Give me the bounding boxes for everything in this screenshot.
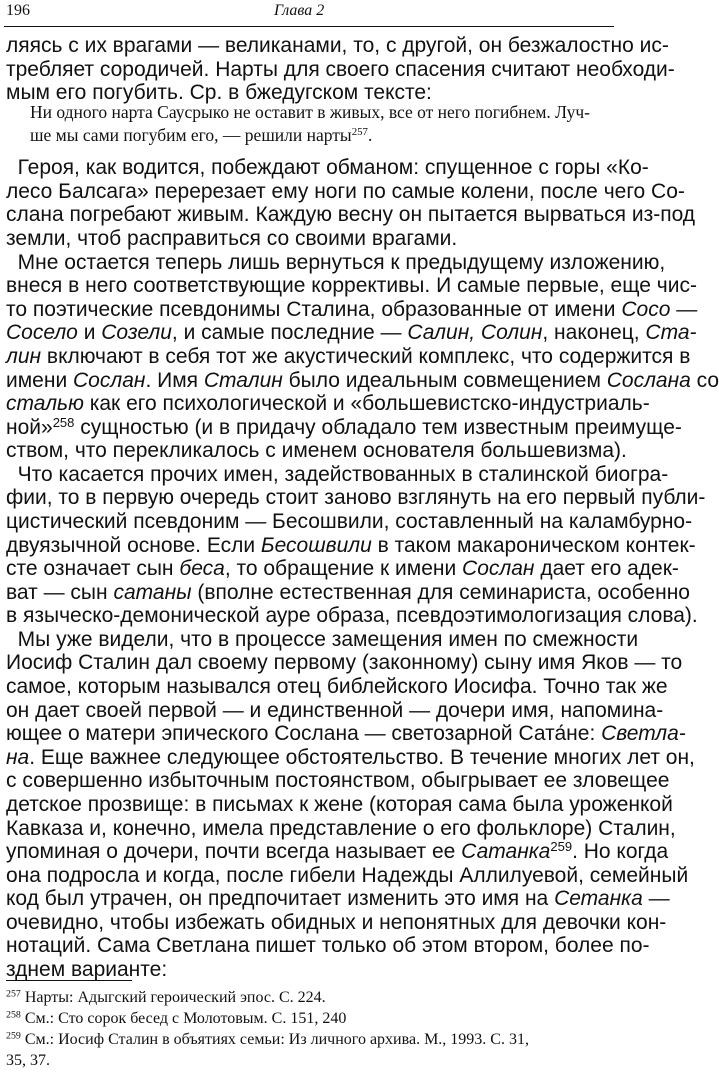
text-line: упоминая о дочери, почти всегда называет ее Сатанка$^{259}$. Но когда [6, 838, 669, 863]
text-line: в язычеcко-демонической ауре образа, псевдоэтимологизация слова). [6, 604, 698, 627]
text-line: детское прозвище: в письмах к жене (которая сама была уроженкой [6, 793, 673, 816]
text-line: цистический псевдоним — Бесошвили, составленный на каламбурно- [6, 510, 693, 533]
footnote-line: $^{257}$ Нарты: Адыгский героический эпос. С. 224. [6, 988, 326, 1006]
text-line: Героя, как водится, побеждают обманом: спущенное с горы «Ко- [6, 156, 649, 179]
text-line: ной»$^{258}$ сущностью (и в придачу обладало тем известным преимуще- [6, 414, 682, 439]
text-line: Мне остается теперь лишь вернуться к предыдущему изложению, [6, 251, 666, 274]
text-line: ством, что перекликалось с именем основателя большевизма). [6, 439, 627, 462]
text-line: имени Сослан. Имя Сталин было идеальным совмещением Сослана со [6, 369, 719, 392]
text-line: очевидно, чтобы избежать обидных и непонятных для девочки кон- [6, 911, 667, 934]
text-line: сталью как его психологической и «большевистско-индустриаль- [6, 392, 650, 415]
text-line: он дает своей первой — и единственной — дочери имя, напомина- [6, 699, 664, 722]
text-line: внеся в него соответствующие коррективы. И самые первые, еще чис- [6, 274, 697, 297]
text-line: код был утрачен, он предпочитает изменить это имя на Сетанка — [6, 887, 670, 910]
text-line: слана погребают живым. Каждую весну он пытается вырваться из-под [6, 203, 696, 226]
quote-line: Ни одного нарта Саусрыко не оставит в живых, все от него погибнем. Луч- [30, 102, 590, 122]
text-line: лин включают в себя тот же акустический комплекс, что содержится в [6, 345, 691, 368]
text-line: фии, то в первую очередь стоит заново взглянуть на его первый публи- [6, 486, 706, 509]
footnote-line: 35, 37. [6, 1052, 50, 1069]
text-line: она подросла и когда, после гибели Надежды Аллилуевой, семейный [6, 864, 689, 887]
text-line: Сосело и Созели, и самые последние — Салин, Солин, наконец, Ста- [6, 321, 697, 344]
quote-line: ше мы сами погубим его, — решили нарты$^{257}$. [30, 125, 373, 145]
text-line: с совершенно избыточным постоянством, обыгрывает ее зловещее [6, 769, 670, 792]
text-line: самое, которым назывался отец библейского Иосифа. Точно так же [6, 675, 668, 698]
text-line: зднем варианте: [6, 958, 168, 981]
text-line: Иосиф Сталин дал своему первому (законному) сыну имя Яков — то [6, 651, 683, 674]
text-line: лесо Балсага» перерезает ему ноги по самые колени, после чего Со- [6, 180, 685, 203]
running-header [4, 0, 614, 27]
text-line: мым его погубить. Ср. в бжедугском тексте: [6, 81, 432, 104]
text-line: сте означает сын беса, то обращение к имени Сослан дает его адек- [6, 557, 679, 580]
text-line: ющее о матери эпического Сослана — светозарной Сата́не: Светла- [6, 722, 686, 745]
page-number: 196 [6, 2, 30, 19]
text-line: ляясь с их врагами — великанами, то, с другой, он безжалостно ис- [6, 34, 669, 57]
text-line: земли, чтоб расправиться со своими врагами. [6, 227, 458, 250]
text-line: на. Еще важнее следующее обстоятельство. В течение многих лет он, [6, 746, 695, 769]
chapter-title: Глава 2 [274, 2, 325, 19]
text-line: требляет сородичей. Нарты для своего спасения считают необходи- [6, 58, 675, 81]
text-line: нотаций. Сама Светлана пишет только об этом втором, более по- [6, 934, 650, 957]
text-line: двуязычной основе. Если Бесошвили в таком макароническом контек- [6, 534, 696, 557]
footnote-separator [6, 980, 132, 981]
footnote-line: $^{259}$ См.: Иосиф Сталин в объятиях семьи: Из личного архива. М., 1993. С. 31, [6, 1030, 529, 1048]
text-line: ват — сын сатаны (вполне естественная для семинариста, особенно [6, 581, 690, 604]
text-line: Что касается прочих имен, задействованных в сталинской биогра- [6, 463, 669, 486]
text-line: то поэтические псевдонимы Сталина, образованные от имени Сосо — [6, 298, 698, 321]
text-line: Кавказа и, конечно, имела представление о его фольклоре) Сталин, [6, 817, 676, 840]
footnote-line: $^{258}$ См.: Сто сорок бесед с Молотовым. С. 151, 240 [6, 1009, 347, 1027]
text-line: Мы уже видели, что в процессе замещения имен по смежности [6, 628, 639, 651]
